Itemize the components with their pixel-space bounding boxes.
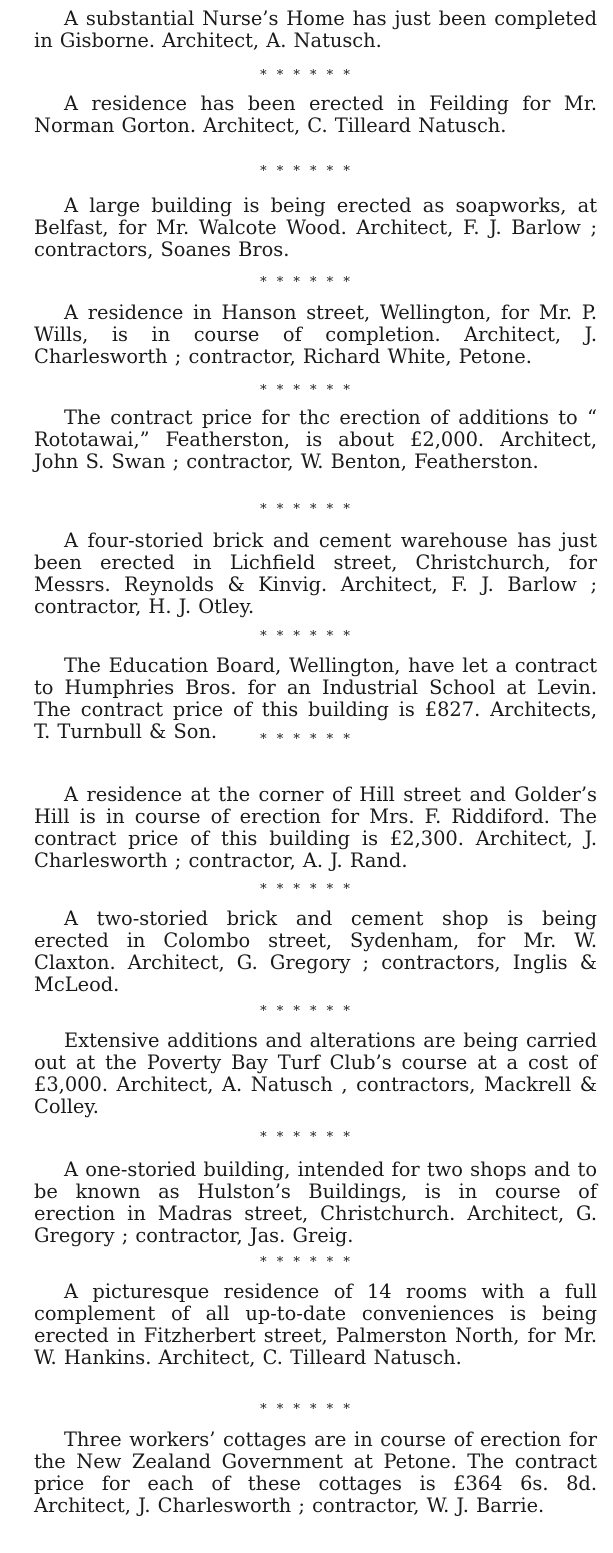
- paragraph: A one-storied building, intended for two shops and to be known as Hulston’s Buildings, is in course of erection in Madras street, Christchurch. Architect, G. Gregory ; contractor, Jas. Greig.: [34, 1158, 597, 1247]
- asterisk-separator: * * * * * *: [260, 1255, 353, 1270]
- paragraph: A residence has been erected in Feilding for Mr. Norman Gorton. Architect, C. Tilleard Natusch.: [34, 92, 597, 137]
- paragraph: Three workers’ cottages are in course of erection for the New Zealand Government at Petone. The contract price for each of these cottages is £364 6s. 8d. Architect, J. Charlesworth ; contractor, W. J. Barrie.: [34, 1428, 597, 1517]
- paragraph: A picturesque residence of 14 rooms with a full complement of all up-to-date conveniences is being erected in Fitzherbert street, Palmerston North, for Mr. W. Hankins. Architect, C. Tilleard Natusch.: [34, 1280, 597, 1369]
- asterisk-separator: * * * * * *: [260, 275, 353, 290]
- asterisk-separator: * * * * * *: [260, 502, 353, 517]
- paragraph: A residence at the corner of Hill street and Golder’s Hill is in course of erection for Mrs. F. Riddiford. The contract price of this building is £2,300. Architect, J. Charlesworth ; contractor, A. J. Rand.: [34, 783, 597, 872]
- paragraph: A two-storied brick and cement shop is being erected in Colombo street, Sydenham, for Mr. W. Claxton. Architect, G. Gregory ; contractors, Inglis & McLeod.: [34, 907, 597, 996]
- asterisk-separator: * * * * * *: [260, 732, 353, 747]
- paragraph: A four-storied brick and cement warehouse has just been erected in Lichfield street, Christchurch, for Messrs. Reynolds & Kinvig. Architect, F. J. Barlow ; contractor, H. J. Otley.: [34, 529, 597, 618]
- paragraph: A substantial Nurse’s Home has just been completed in Gisborne. Architect, A. Natusch.: [34, 7, 597, 52]
- paragraph: The Education Board, Wellington, have let a contract to Humphries Bros. for an Industrial School at Levin. The contract price of this building is £827. Architects, T. Turnbull & Son.: [34, 654, 597, 743]
- asterisk-separator: * * * * * *: [260, 383, 353, 398]
- asterisk-separator: * * * * * *: [260, 1004, 353, 1019]
- asterisk-separator: * * * * * *: [260, 629, 353, 644]
- paragraph: The contract price for thc erection of additions to “ Rototawai,” Featherston, is about £2,000. Architect, John S. Swan ; contractor, W. Benton, Featherston.: [34, 406, 597, 473]
- paragraph: A large building is being erected as soapworks, at Belfast, for Mr. Walcote Wood. Architect, F. J. Barlow ; contractors, Soanes Bros.: [34, 194, 597, 261]
- asterisk-separator: * * * * * *: [260, 1130, 353, 1145]
- asterisk-separator: * * * * * *: [260, 164, 353, 179]
- paragraph: A residence in Hanson street, Wellington, for Mr. P. Wills, is in course of completion. Architect, J. Charlesworth ; contractor, Richard White, Petone.: [34, 301, 597, 368]
- paragraph: Extensive additions and alterations are being carried out at the Poverty Bay Turf Club’s course at a cost of £3,000. Architect, A. Natusch , contractors, Mackrell & Colley.: [34, 1029, 597, 1118]
- asterisk-separator: * * * * * *: [260, 68, 353, 83]
- asterisk-separator: * * * * * *: [260, 1402, 353, 1417]
- asterisk-separator: * * * * * *: [260, 882, 353, 897]
